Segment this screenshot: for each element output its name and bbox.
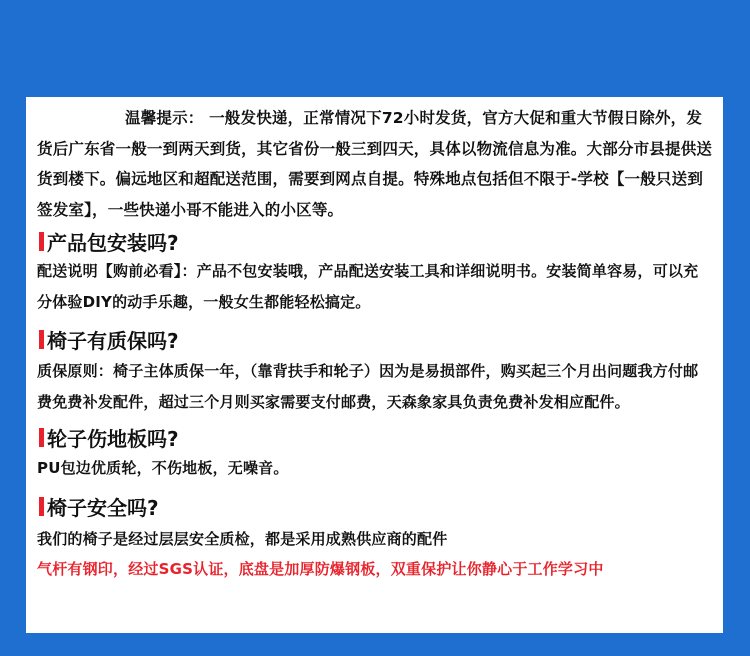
info-panel bbox=[26, 97, 723, 633]
section-body-warranty: 质保原则：椅子主体质保一年，（靠背扶手和轮子）因为是易损部件，购买起三个月出问题我方付邮费免费补发配件，超过三个月则买家需要支付邮费，天森象家具负责免费补发相应配件。 bbox=[37, 362, 699, 411]
heading-title: 产品包安装吗? bbox=[47, 230, 179, 255]
safety-highlight: 气杆有钢印，经过SGS认证，底盘是加厚防爆钢板，双重保护让你静心于工作学习中 bbox=[37, 560, 604, 578]
heading-marker-icon bbox=[39, 497, 44, 516]
section-heading-safety bbox=[37, 490, 713, 524]
heading-title: 椅子有质保吗? bbox=[47, 328, 179, 353]
heading-title: 椅子安全吗? bbox=[47, 496, 159, 520]
heading-marker-icon bbox=[39, 232, 44, 251]
section-body-safety: 我们的椅子是经过层层安全质检，都是采用成熟供应商的配件 bbox=[37, 529, 448, 548]
section-heading-wheels bbox=[37, 421, 713, 453]
heading-title: 轮子伤地板吗? bbox=[47, 426, 179, 451]
heading-marker-icon bbox=[39, 428, 44, 447]
section-body-install: 配送说明【购前必看】：产品不包安装哦，产品配送安装工具和详细说明书。安装简单容易，可以充分体验DIY的动手乐趣，一般女生都能轻松搞定。 bbox=[37, 262, 699, 311]
section-body-wheels: PU包边优质轮，不伤地板，无噪音。 bbox=[37, 459, 289, 477]
shipping-notice bbox=[37, 103, 713, 225]
section-heading-install bbox=[37, 226, 713, 256]
section-heading-warranty bbox=[37, 322, 713, 356]
notice-text: 一般发快递，正常情况下72小时发货，官方大促和重大节假日除外，发货后广东省一般一到两天到货，其它省份一般三到四天，具体以物流信息为准。大部分市县提供送货到楼下。偏远地区和超配送范围，需要到网点自提。特殊地点包括但不限于-学校【一般只送到签发室】，一些快递小哥不能进入的小区等。 bbox=[37, 109, 713, 219]
notice-prefix: 温馨提示： bbox=[125, 109, 204, 127]
heading-marker-icon bbox=[39, 330, 44, 349]
